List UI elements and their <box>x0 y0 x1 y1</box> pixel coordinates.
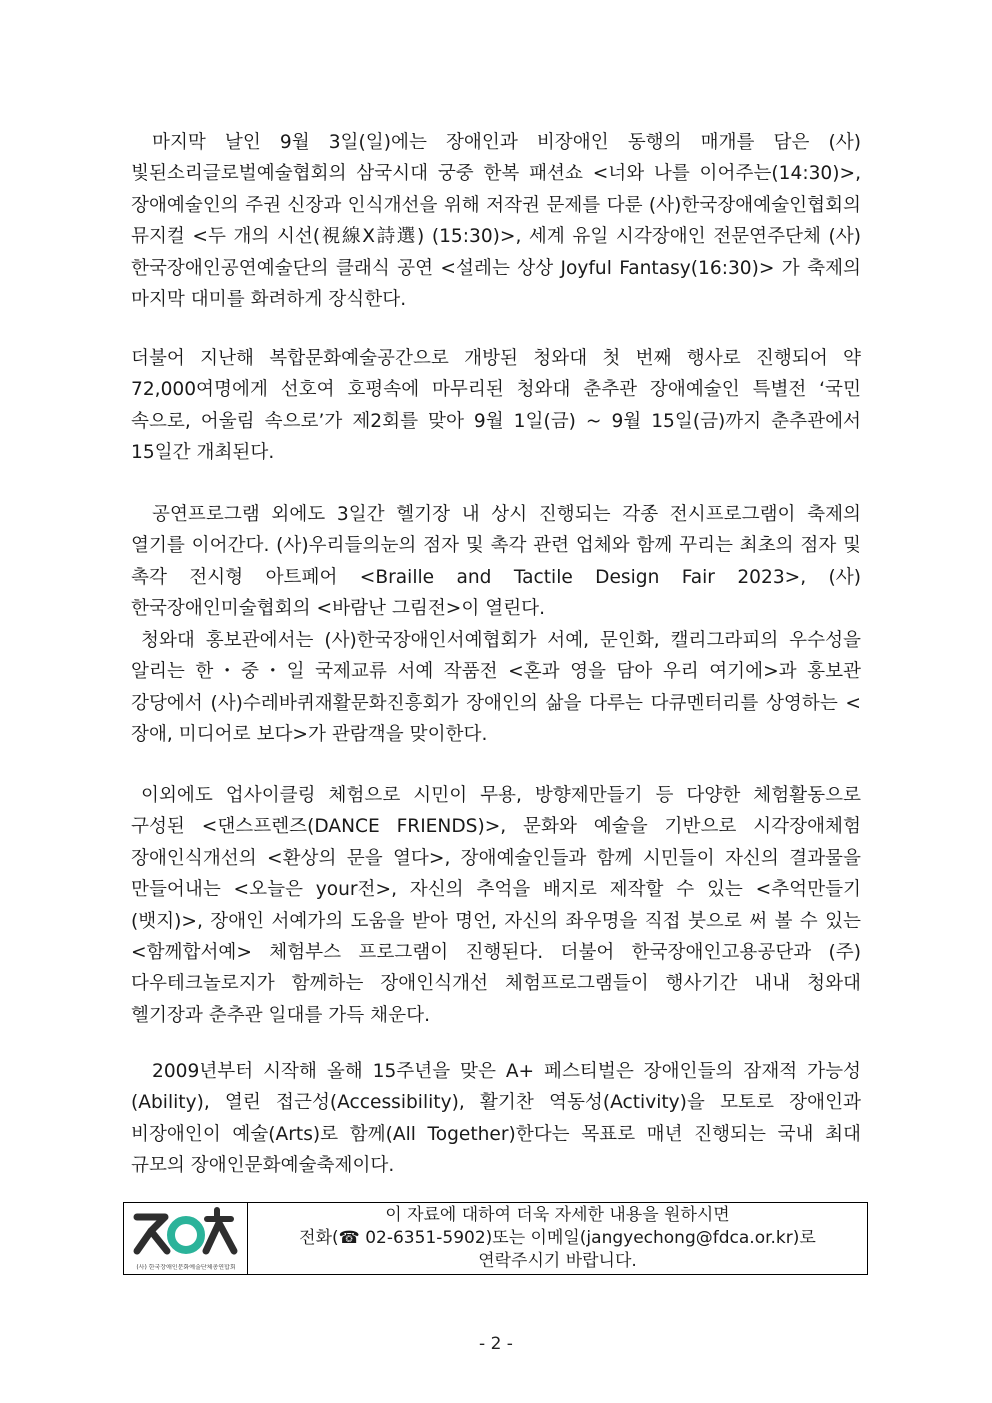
contact-line-closing: 연락주시기 바랍니다. <box>478 1251 637 1271</box>
logo-mark-icon <box>131 1207 241 1261</box>
contact-info-box <box>123 1202 868 1275</box>
organization-logo <box>124 1203 248 1274</box>
paragraph-festival-summary: 2009년부터 시작해 올해 15주년을 맞은 A+ 페스티벌은 장애인들의 잠재적 가능성(Ability), 열린 접근성(Accessibility), 활기찬 역동성(Activity)을 모토로 장애인과 비장애인이 예술(Arts)로 함께(All Together)한다는 목표로 매년 진행되는 국내 최대 규모의 장애인문화예술축제이다. <box>131 1061 861 1177</box>
page-number: - 2 - <box>479 1334 513 1354</box>
paragraph-experience-booths: 이외에도 업사이클링 체험으로 시민이 무용, 방향제만들기 등 다양한 체험활동으로 구성된 <댄스프렌즈(DANCE FRIENDS)>, 문화와 예술을 기반으로 시각장애체험 장애인식개선의 <환상의 문을 열다>, 장애예술인들과 함께 시민들이 자신의 결과물을 만들어내는 <오늘은 your전>, 자신의 추억을 배지로 제작할 수 있는 <추억만들기(뱃지)>, 장애인 서예가의 도움을 받아 명언, 자신의 좌우명을 직접 붓으로 써 볼 수 있는 <함께합서예> 체험부스 프로그램이 진행된다. 더불어 한국장애인고용공단과 (주)다우테크놀로지가 함께하는 장애인식개선 체험프로그램들이 행사기간 내내 청와대 헬기장과 춘추관 일대를 가득 채운다. <box>131 785 861 1026</box>
contact-text <box>248 1203 867 1274</box>
paragraph-closing-day: 마지막 날인 9월 3일(일)에는 장애인과 비장애인 동행의 매개를 담은 (사)빛된소리글로벌예술협회의 삼국시대 궁중 한복 패션쇼 <너와 나를 이어주는(14:30)>, 장애예술인의 주권 신장과 인식개선을 위해 저작권 문제를 다룬 (사)한국장애예술인협회의 뮤지컬 <두 개의 시선(視線X詩選) (15:30)>, 세계 유일 시각장애인 전문연주단체 (사)한국장애인공연예술단의 클래식 공연 <설레는 상상 Joyful Fantasy(16:30)> 가 축제의 마지막 대미를 화려하게 장식한다. <box>131 132 861 311</box>
paragraph-promotion-hall: 청와대 홍보관에서는 (사)한국장애인서예협회가 서예, 문인화, 캘리그라피의 우수성을 알리는 한・중・일 국제교류 서예 작품전 <혼과 영을 담아 우리 여기에>과 홍보관 강당에서 (사)수레바퀴재활문화진흥회가 장애인의 삶을 다루는 다큐멘터리를 상영하는 <장애, 미디어로 보다>가 관람객을 맞이한다. <box>131 630 861 746</box>
logo-caption: (사) 한국장애인문화예술단체총연합회 <box>136 1264 236 1271</box>
paragraph-special-exhibition: 더불어 지난해 복합문화예술공간으로 개방된 청와대 첫 번째 행사로 진행되어 약 72,000여명에게 선호여 호평속에 마무리된 청와대 춘추관 장애예술인 특별전 ‘국민 속으로, 어울림 속으로’가 제2회를 맞아 9월 1일(금) ~ 9월 15일(금)까지 춘추관에서 15일간 개최된다. <box>131 348 861 464</box>
contact-line-intro: 이 자료에 대하여 더욱 자세한 내용을 원하시면 <box>385 1205 730 1225</box>
contact-line-phone-email: 전화(☎ 02-6351-5902)또는 이메일(jangyechong@fdca.or.kr)로 <box>299 1228 816 1248</box>
paragraph-exhibition-programs: 공연프로그램 외에도 3일간 헬기장 내 상시 진행되는 각종 전시프로그램이 축제의 열기를 이어간다. (사)우리들의눈의 점자 및 촉각 관련 업체와 함께 꾸리는 최초의 점자 및 촉각 전시형 아트페어 <Braille and Tactile Design Fair 2023>, (사)한국장애인미술협회의 <바람난 그림전>이 열린다. <box>131 504 861 620</box>
